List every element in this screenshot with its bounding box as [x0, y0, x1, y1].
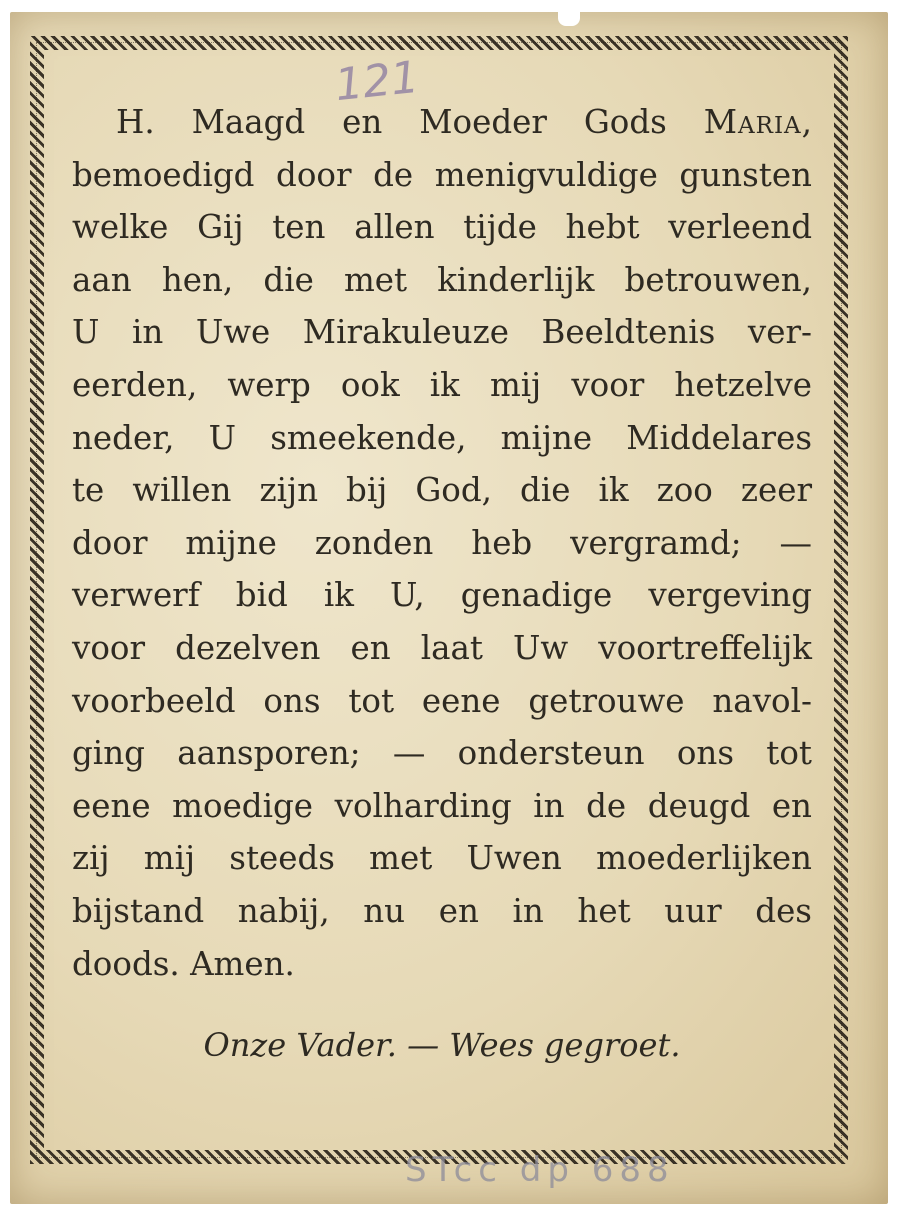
name-maria: Maria — [703, 103, 802, 141]
prayer-line: H. Maagd en Moeder Gods Maria, — [116, 103, 812, 141]
prayer-line: te willen zijn bij God, die ik zoo zeer — [72, 471, 812, 510]
prayer-line: voorbeeld ons tot eene getrouwe navol- — [72, 681, 812, 720]
prayer-line: ging aansporen; — ondersteun ons tot — [72, 734, 812, 773]
prayer-line: eene moedige volharding in de deugd en — [72, 786, 812, 825]
prayer-text — [72, 96, 812, 990]
prayer-line: U in Uwe Mirakuleuze Beeldtenis ver- — [72, 313, 812, 352]
prayer-line: doods. Amen. — [72, 944, 295, 983]
prayer-line: welke Gij ten allen tijde hebt verleend — [72, 208, 812, 247]
prayer-line: neder, U smeekende, mijne Middelares — [72, 418, 812, 457]
prayer-line: door mijne zonden heb vergramd; — — [72, 523, 812, 562]
prayer-line: aan hen, die met kinderlijk betrouwen, — [72, 260, 812, 299]
prayer-line: bijstand nabij, nu en in het uur des — [72, 891, 812, 930]
card-notch — [558, 12, 580, 26]
prayer-line: verwerf bid ik U, genadige vergeving — [72, 576, 812, 615]
handwritten-number: 121 — [332, 51, 422, 112]
handwritten-catalog-number: STcc dp 688 — [405, 1150, 675, 1190]
prayer-line: bemoedigd door de menigvuldige gunsten — [72, 155, 812, 194]
prayer-line: zij mij steeds met Uwen moederlijken — [72, 839, 812, 878]
prayer-line: voor dezelven en laat Uw voortreffelijk — [72, 628, 812, 667]
prayer-line: eerden, werp ook ik mij voor hetzelve — [72, 365, 812, 404]
closing-line: Onze Vader. — Wees gegroet. — [203, 1026, 681, 1064]
